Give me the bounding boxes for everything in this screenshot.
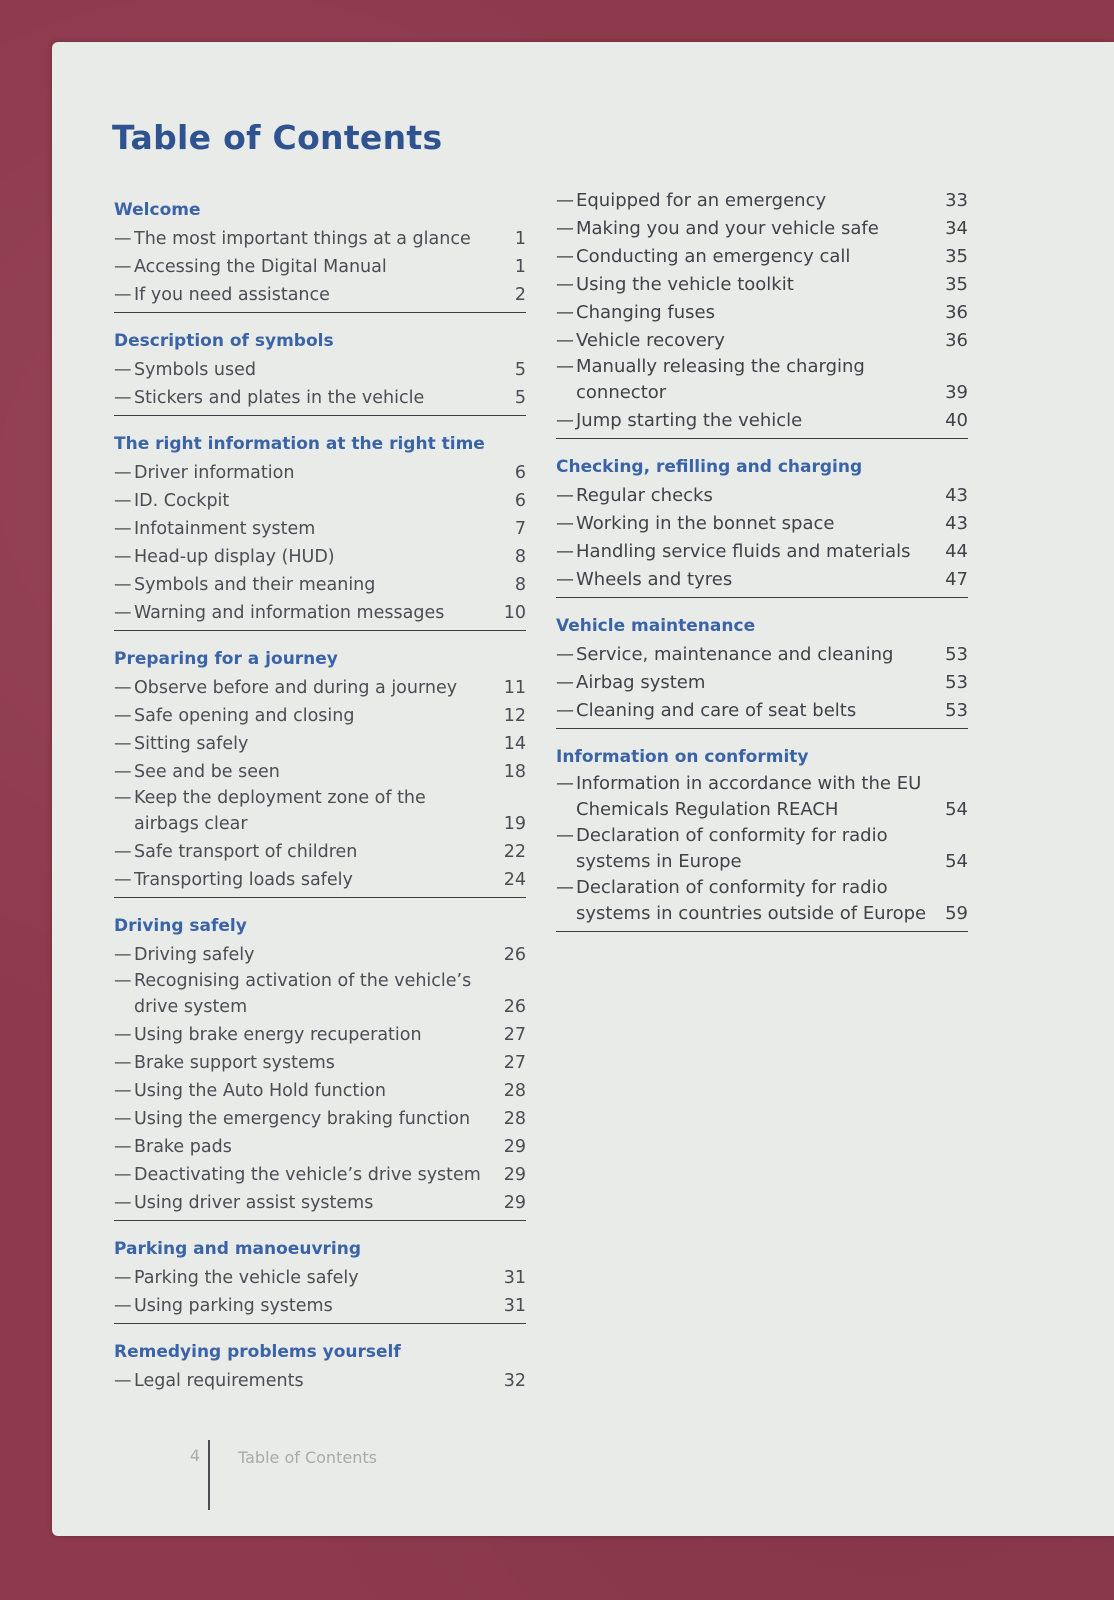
- toc-entry[interactable]: [114, 1104, 526, 1132]
- section-heading: Vehicle maintenance: [556, 616, 756, 636]
- entry-page-number: 5: [514, 360, 526, 380]
- toc-entry[interactable]: [114, 252, 526, 280]
- toc-entry[interactable]: [556, 186, 968, 214]
- entry-dash: —: [114, 842, 132, 862]
- toc-entry[interactable]: [114, 1048, 526, 1076]
- entry-dash: —: [114, 1137, 132, 1157]
- entry-dash: —: [114, 1268, 132, 1288]
- entry-title: Safe opening and closing: [134, 706, 355, 726]
- entry-page-number: 36: [945, 330, 968, 351]
- entry-title: Deactivating the vehicle’s drive system: [134, 1165, 481, 1185]
- toc-entry[interactable]: [114, 1188, 526, 1216]
- entry-title: Brake support systems: [134, 1053, 335, 1073]
- entry-page-number: 29: [503, 1165, 526, 1185]
- entry-title: Observe before and during a journey: [134, 678, 458, 698]
- entry-title: Parking the vehicle safely: [134, 1268, 359, 1288]
- toc-section: [114, 645, 526, 898]
- entry-title: Making you and your vehicle safe: [576, 218, 879, 239]
- entry-page-number: 28: [503, 1109, 526, 1129]
- entry-page-number: 27: [503, 1053, 526, 1073]
- toc-entry[interactable]: [556, 354, 968, 406]
- toc-entry[interactable]: [114, 570, 526, 598]
- entry-title: Jump starting the vehicle: [576, 410, 803, 431]
- toc-entry[interactable]: [114, 1366, 526, 1394]
- toc-entry[interactable]: [114, 729, 526, 757]
- entry-title: Using the emergency braking function: [134, 1109, 471, 1129]
- entry-dash: —: [556, 302, 574, 323]
- section-heading: Driving safely: [114, 916, 247, 936]
- entry-page-number: 19: [503, 814, 526, 834]
- entry-page-number: 53: [945, 644, 968, 665]
- toc-entry[interactable]: [114, 383, 526, 411]
- section-heading: Parking and manoeuvring: [114, 1239, 362, 1259]
- section-heading: Information on conformity: [556, 747, 809, 767]
- entry-dash: —: [114, 257, 132, 277]
- entry-page-number: 1: [514, 229, 526, 249]
- entry-page-number: 28: [503, 1081, 526, 1101]
- toc-entry[interactable]: [556, 668, 968, 696]
- entry-title: Driving safely: [134, 945, 255, 965]
- entry-title: Vehicle recovery: [576, 330, 725, 351]
- toc-section: [114, 327, 526, 416]
- section-heading: Checking, refilling and charging: [556, 457, 863, 477]
- entry-page-number: 53: [945, 700, 968, 721]
- entry-page-number: 8: [514, 547, 526, 567]
- entry-dash: —: [556, 569, 574, 590]
- toc-entry[interactable]: [114, 514, 526, 542]
- section-heading: The right information at the right time: [114, 434, 485, 454]
- entry-page-number: 24: [503, 870, 526, 890]
- entry-dash: —: [114, 1081, 132, 1101]
- toc-entry[interactable]: [114, 673, 526, 701]
- entry-dash: —: [114, 603, 132, 623]
- entry-dash: —: [556, 485, 574, 506]
- entry-page-number: 14: [503, 734, 526, 754]
- entry-page-number: 47: [945, 569, 968, 590]
- entry-title: Symbols used: [134, 360, 256, 380]
- entry-title: Conducting an emergency call: [576, 246, 851, 267]
- entry-dash: —: [556, 700, 574, 721]
- entry-dash: —: [114, 491, 132, 511]
- toc-entry[interactable]: [556, 875, 968, 927]
- toc-section: [556, 453, 968, 598]
- toc-entry[interactable]: [114, 701, 526, 729]
- toc-entry[interactable]: [114, 1160, 526, 1188]
- entry-dash: —: [114, 1296, 132, 1316]
- entry-title: Symbols and their meaning: [134, 575, 376, 595]
- entry-page-number: 54: [945, 799, 968, 820]
- entry-dash: —: [556, 513, 574, 534]
- entry-title: Equipped for an emergency: [576, 190, 827, 211]
- toc-entry[interactable]: [114, 1291, 526, 1319]
- toc-section: [114, 196, 526, 313]
- entry-page-number: 36: [945, 302, 968, 323]
- entry-title: Airbag system: [576, 672, 706, 693]
- entry-page-number: 26: [503, 997, 526, 1017]
- entry-dash: —: [114, 788, 132, 808]
- entry-title: Accessing the Digital Manual: [134, 257, 387, 277]
- toc-entry[interactable]: [556, 270, 968, 298]
- entry-page-number: 31: [503, 1296, 526, 1316]
- entry-page-number: 32: [503, 1371, 526, 1391]
- page-footer: [180, 1440, 377, 1510]
- entry-title: Working in the bonnet space: [576, 513, 835, 534]
- entry-dash: —: [556, 644, 574, 665]
- toc-section: [556, 186, 968, 439]
- entry-dash: —: [556, 541, 574, 562]
- entry-dash: —: [556, 356, 574, 377]
- toc-entry[interactable]: [114, 940, 526, 968]
- footer-divider: [208, 1440, 210, 1510]
- toc-entry[interactable]: [556, 298, 968, 326]
- entry-page-number: 18: [503, 762, 526, 782]
- toc-entry[interactable]: [556, 537, 968, 565]
- entry-title: Service, maintenance and cleaning: [576, 644, 894, 665]
- section-heading: Description of symbols: [114, 331, 334, 351]
- entry-page-number: 59: [945, 903, 968, 924]
- entry-page-number: 2: [514, 285, 526, 305]
- toc-entry[interactable]: [556, 771, 968, 823]
- entry-page-number: 29: [503, 1137, 526, 1157]
- entry-title: Infotainment system: [134, 519, 316, 539]
- entry-page-number: 31: [503, 1268, 526, 1288]
- toc-entry[interactable]: [114, 355, 526, 383]
- toc-entry[interactable]: [556, 242, 968, 270]
- entry-dash: —: [114, 1165, 132, 1185]
- entry-page-number: 7: [514, 519, 526, 539]
- toc-entry[interactable]: [114, 224, 526, 252]
- entry-page-number: 6: [514, 463, 526, 483]
- toc-entry[interactable]: [114, 968, 526, 1020]
- entry-page-number: 1: [514, 257, 526, 277]
- toc-section: [114, 1235, 526, 1324]
- entry-dash: —: [114, 229, 132, 249]
- entry-title: Driver information: [134, 463, 295, 483]
- entry-title: Handling service fluids and materials: [576, 541, 911, 562]
- entry-dash: —: [114, 575, 132, 595]
- entry-dash: —: [114, 1025, 132, 1045]
- entry-dash: —: [556, 825, 574, 846]
- entry-dash: —: [114, 1371, 132, 1391]
- toc-entry[interactable]: [114, 1076, 526, 1104]
- entry-title: If you need assistance: [134, 285, 330, 305]
- entry-title: The most important things at a glance: [134, 229, 471, 249]
- entry-title: Transporting loads safely: [134, 870, 353, 890]
- entry-dash: —: [556, 330, 574, 351]
- toc-entry[interactable]: [114, 542, 526, 570]
- section-heading: Remedying problems yourself: [114, 1342, 401, 1362]
- toc-entry[interactable]: [556, 481, 968, 509]
- entry-dash: —: [114, 519, 132, 539]
- entry-title: Regular checks: [576, 485, 713, 506]
- toc-section: [114, 430, 526, 631]
- entry-title: Using the vehicle toolkit: [576, 274, 794, 295]
- entry-page-number: 10: [503, 603, 526, 623]
- entry-dash: —: [114, 762, 132, 782]
- entry-title: Cleaning and care of seat belts: [576, 700, 857, 721]
- entry-page-number: 22: [503, 842, 526, 862]
- entry-title: Declaration of conformity for radio systems in countries outside of Europe: [576, 877, 927, 924]
- entry-dash: —: [556, 190, 574, 211]
- footer-title: Table of Contents: [238, 1448, 377, 1467]
- entry-title: Manually releasing the charging connector: [576, 356, 865, 403]
- entry-page-number: 35: [945, 246, 968, 267]
- toc-entry[interactable]: [556, 326, 968, 354]
- entry-page-number: 11: [503, 678, 526, 698]
- toc-entry[interactable]: [114, 1020, 526, 1048]
- toc-column-left: [114, 196, 526, 1412]
- page-title: Table of Contents: [112, 118, 443, 157]
- entry-dash: —: [114, 1109, 132, 1129]
- toc-entry[interactable]: [556, 640, 968, 668]
- toc-entry[interactable]: [114, 1132, 526, 1160]
- entry-dash: —: [114, 1193, 132, 1213]
- toc-section: [556, 743, 968, 932]
- section-heading: Welcome: [114, 200, 201, 220]
- entry-title: Recognising activation of the vehicle’s drive system: [134, 971, 472, 1017]
- entry-dash: —: [114, 971, 132, 991]
- entry-dash: —: [114, 285, 132, 305]
- entry-page-number: 43: [945, 485, 968, 506]
- toc-entry[interactable]: [114, 486, 526, 514]
- entry-dash: —: [114, 463, 132, 483]
- entry-title: Warning and information messages: [134, 603, 445, 623]
- entry-title: Using the Auto Hold function: [134, 1081, 386, 1101]
- entry-title: Using brake energy recuperation: [134, 1025, 422, 1045]
- entry-dash: —: [114, 870, 132, 890]
- entry-dash: —: [556, 773, 574, 794]
- entry-page-number: 40: [945, 410, 968, 431]
- toc-column-right: [556, 186, 968, 946]
- toc-section: [114, 1338, 526, 1398]
- entry-page-number: 54: [945, 851, 968, 872]
- entry-dash: —: [114, 547, 132, 567]
- entry-dash: —: [114, 734, 132, 754]
- toc-section: [114, 912, 526, 1221]
- entry-dash: —: [114, 388, 132, 408]
- entry-dash: —: [114, 678, 132, 698]
- entry-title: Wheels and tyres: [576, 569, 733, 590]
- toc-entry[interactable]: [556, 406, 968, 434]
- toc-entry[interactable]: [556, 823, 968, 875]
- entry-title: Legal requirements: [134, 1371, 304, 1391]
- entry-page-number: 33: [945, 190, 968, 211]
- entry-page-number: 34: [945, 218, 968, 239]
- entry-page-number: 26: [503, 945, 526, 965]
- entry-title: Brake pads: [134, 1137, 232, 1157]
- toc-entry[interactable]: [556, 214, 968, 242]
- entry-dash: —: [556, 877, 574, 898]
- entry-title: Declaration of conformity for radio systems in Europe: [576, 825, 888, 872]
- entry-title: See and be seen: [134, 762, 280, 782]
- entry-dash: —: [114, 1053, 132, 1073]
- entry-title: Using parking systems: [134, 1296, 333, 1316]
- entry-page-number: 43: [945, 513, 968, 534]
- toc-entry[interactable]: [556, 509, 968, 537]
- entry-title: Stickers and plates in the vehicle: [134, 388, 425, 408]
- entry-page-number: 39: [945, 382, 968, 403]
- manual-page: [52, 42, 1114, 1536]
- entry-title: Sitting safely: [134, 734, 249, 754]
- toc-entry[interactable]: [114, 865, 526, 893]
- entry-page-number: 6: [514, 491, 526, 511]
- toc-entry[interactable]: [556, 565, 968, 593]
- toc-section: [556, 612, 968, 729]
- footer-page-number: 4: [189, 1446, 200, 1465]
- entry-dash: —: [556, 246, 574, 267]
- entry-dash: —: [556, 274, 574, 295]
- toc-entry[interactable]: [114, 458, 526, 486]
- entry-title: Changing fuses: [576, 302, 715, 323]
- entry-title: Using driver assist systems: [134, 1193, 374, 1213]
- entry-page-number: 8: [514, 575, 526, 595]
- entry-title: Head-up display (HUD): [134, 547, 335, 567]
- toc-entry[interactable]: [556, 696, 968, 724]
- toc-entry[interactable]: [114, 837, 526, 865]
- entry-page-number: 44: [945, 541, 968, 562]
- entry-page-number: 29: [503, 1193, 526, 1213]
- entry-dash: —: [556, 672, 574, 693]
- entry-page-number: 5: [514, 388, 526, 408]
- toc-entry[interactable]: [114, 785, 526, 837]
- entry-title: Safe transport of children: [134, 842, 358, 862]
- entry-title: Keep the deployment zone of the airbags clear: [134, 788, 426, 834]
- toc-entry[interactable]: [114, 757, 526, 785]
- entry-page-number: 53: [945, 672, 968, 693]
- entry-title: Information in accordance with the EU Chemicals Regulation REACH: [576, 773, 922, 820]
- entry-title: ID. Cockpit: [134, 491, 230, 511]
- section-heading: Preparing for a journey: [114, 649, 338, 669]
- entry-dash: —: [114, 706, 132, 726]
- toc-entry[interactable]: [114, 1263, 526, 1291]
- entry-dash: —: [556, 410, 574, 431]
- entry-dash: —: [114, 360, 132, 380]
- entry-page-number: 12: [503, 706, 526, 726]
- entry-page-number: 27: [503, 1025, 526, 1045]
- toc-entry[interactable]: [114, 598, 526, 626]
- entry-dash: —: [114, 945, 132, 965]
- entry-dash: —: [556, 218, 574, 239]
- entry-page-number: 35: [945, 274, 968, 295]
- toc-entry[interactable]: [114, 280, 526, 308]
